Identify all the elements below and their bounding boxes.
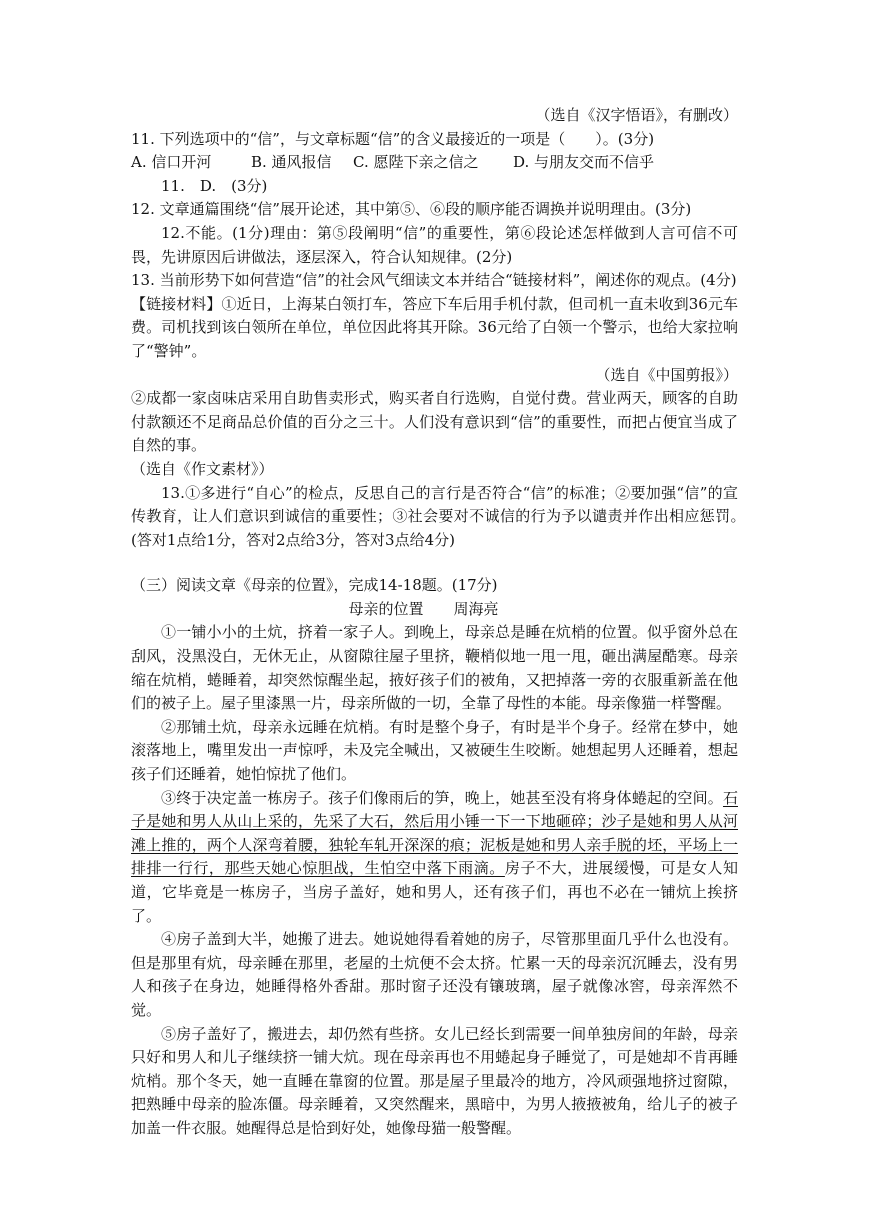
question-11-options xyxy=(131,151,738,175)
article-title: 母亲的位置 xyxy=(348,599,424,618)
spacer xyxy=(131,552,738,574)
answer-12: 12.不能。(1分)理由：第⑤段阐明“信”的重要性，第⑥段论述怎样做到人言可信不可畏，先讲原因后讲做法，逐层深入，符合认知规律。(2分) xyxy=(131,223,738,266)
answer-11: 11. D. (3分) xyxy=(161,176,268,195)
document-body xyxy=(131,104,754,1141)
option-a: A. 信口开河 xyxy=(131,153,212,172)
paragraph-2: ②那铺土炕，母亲永远睡在炕梢。有时是整个身子，有时是半个身子。经常在梦中，她滚落地上，嘴里发出一声惊呼，未及完全喊出，又被硬生生咬断。她想起男人还睡着，想起孩子们还睡着，她怕惊扰了他们。 xyxy=(131,717,738,784)
option-b: B. 通风报信 xyxy=(251,153,332,172)
section-heading: （三）阅读文章《母亲的位置》，完成14-18题。(17分) xyxy=(131,576,498,595)
answer-13: 13.①多进行“自心”的检点，反思自己的言行是否符合“信”的标准；②要加强“信”的宣传教育，让人们意识到诚信的重要性；③社会要对不诚信的行为予以谴责并作出相应惩罚。 (答对1点给1分，答对2点给3分，答对3点给4分) xyxy=(131,483,754,549)
paragraph-4: ④房子盖到大半，她搬了进去。她说她得看着她的房子，尽管那里面几乎什么也没有。但是那里有炕，母亲睡在那里，老屋的土炕便不会太挤。忙累一天的母亲沉沉睡去，没有男人和孩子在身边，她睡得格外香甜。那时窗子还没有镶玻璃，屋子就像冰窖，母亲浑然不觉。 xyxy=(131,930,738,1019)
source-citation: （选自《汉字悟语》，有删改） xyxy=(535,106,738,124)
question-12: 12. 文章通篇围绕“信”展开论述，其中第⑤、⑥段的顺序能否调换并说明理由。(3分) xyxy=(131,200,692,219)
link-material-1: 【链接材料】①近日，上海某白领打车，答应下车后用手机付款，但司机一直未收到36元车费。司机找到该白领所在单位，单位因此将其开除。36元给了白领一个警示，也给大家拉响了“警钟”。 xyxy=(131,294,738,360)
paragraph-3 xyxy=(131,787,738,929)
source-citation-3: （选自《作文素材》） xyxy=(131,459,274,478)
article-title-line xyxy=(131,598,738,622)
source-citation-2: （选自《中国剪报》） xyxy=(595,365,738,384)
paragraph-5: ⑤房子盖好了，搬进去，却仍然有些挤。女儿已经长到需要一间单独房间的年龄，母亲只好和男人和儿子继续挤一铺大炕。现在母亲再也不用蜷起身子睡觉了，可是她却不肯再睡炕梢。那个冬天，她一直睡在靠窗的位置。那是屋子里最冷的地方，冷风顽强地挤过窗隙，把熟睡中母亲的脸冻僵。母亲睡着，又突然醒来，黑暗中，为男人掖掖被角，给儿子的被子加盖一件衣服。她醒得总是恰到好处，她像母猫一般警醒。 xyxy=(131,1024,738,1137)
question-11: 11. 下列选项中的“信”，与文章标题“信”的含义最接近的一项是（ ）。(3分) xyxy=(131,129,655,148)
paragraph-3-end: 房子不大，进展缓慢，可是女人知道，它毕竟是一栋房子，当房子盖好，她和男人，还有孩子们，再也不必在一铺炕上挨挤了。 xyxy=(131,859,738,925)
paragraph-1: ①一铺小小的土炕，挤着一家子人。到晚上，母亲总是睡在炕梢的位置。似乎窗外总在刮风，没黑没白，无休无止，从窗隙往屋子里挤，鞭梢似地一甩一甩，砸出满屋酷寒。母亲缩在炕梢，蜷睡着，却突然惊醒坐起，掖好孩子们的被角，又把掉落一旁的衣服重新盖在他们的被子上。屋子里漆黑一片，母亲所做的一切，全靠了母性的本能。母亲像猫一样警醒。 xyxy=(131,623,738,713)
option-c: C. 愿陛下亲之信之 xyxy=(353,153,479,172)
article-author: 周海亮 xyxy=(453,599,499,618)
link-material-2: ②成都一家卤味店采用自助售卖形式，购买者自行选购，自觉付费。营业两天，顾客的自助付款额还不足商品总价值的百分之三十。人们没有意识到“信”的重要性，而把占便宜当成了自然的事。 xyxy=(131,389,738,455)
question-13: 13. 当前形势下如何营造“信”的社会风气细读文本并结合“链接材料”，阐述你的观点。(4分) xyxy=(131,271,737,290)
paragraph-3-underlined: 石子是她和男人从山上采的，先采了大石，然后用小锤一下一下地砸碎；沙子是她和男人从河滩上推的，两个人深弯着腰，独轮车轧开深深的痕；泥板是她和男人亲手脱的坯，平场上一排排一行行，那些天她心惊胆战，生怕空中落下雨滴。 xyxy=(131,788,738,878)
paragraph-3-start: ③终于决定盖一栋房子。孩子们像雨后的笋，晚上，她甚至没有将身体蜷起的空间。 xyxy=(161,788,723,807)
option-d: D. 与朋友交而不信乎 xyxy=(513,153,655,172)
